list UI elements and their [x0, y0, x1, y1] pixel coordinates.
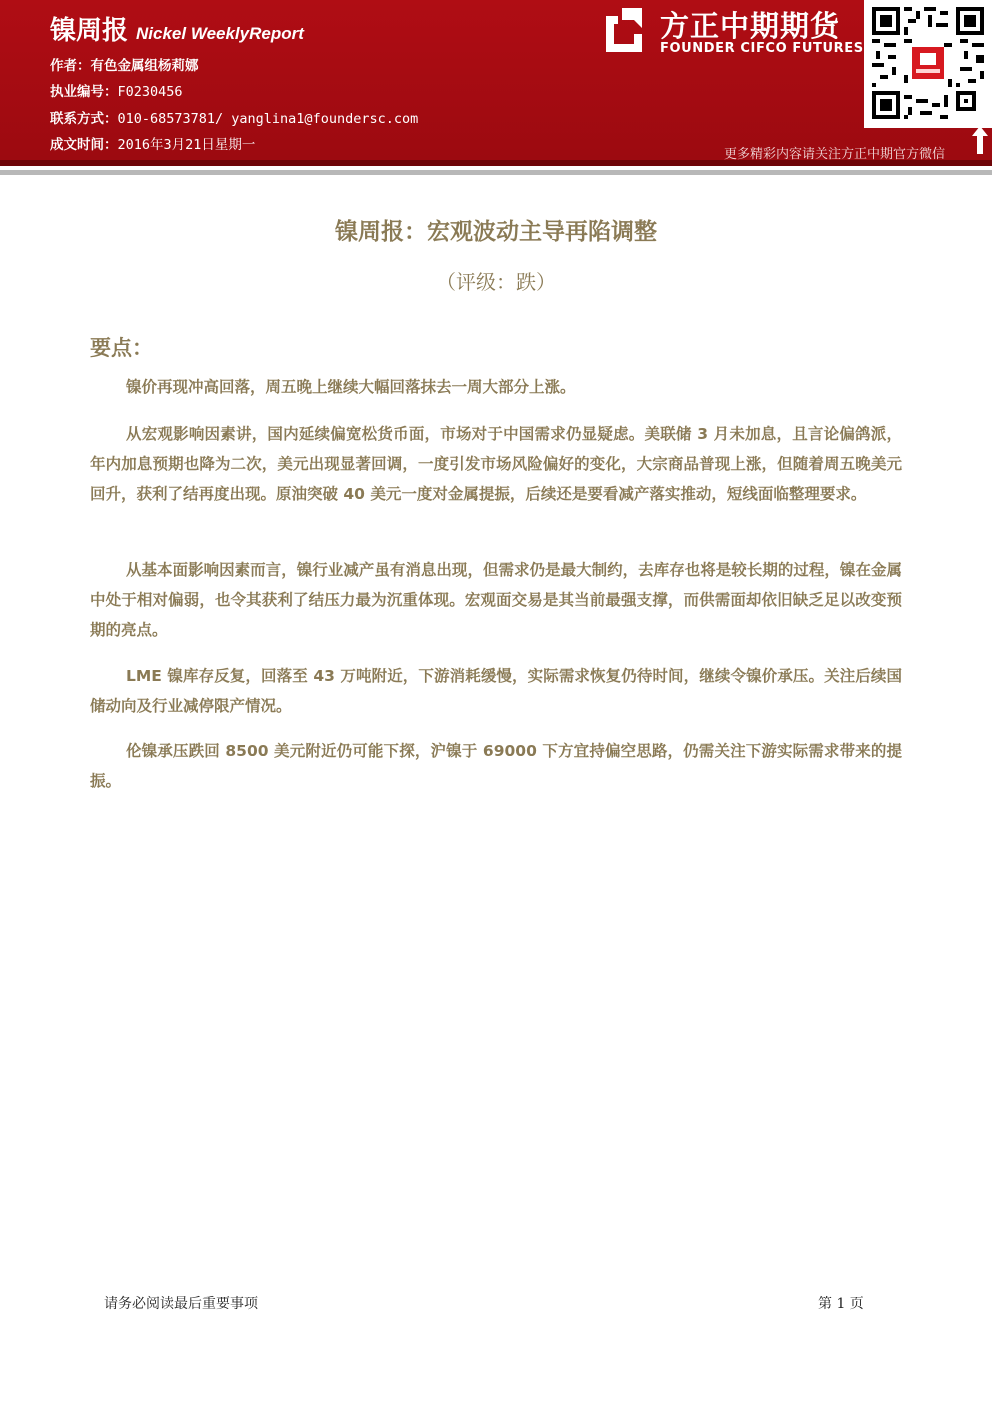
page-number: 第 1 页 — [818, 1296, 864, 1312]
footer-notice: 请务必阅读最后重要事项 — [104, 1296, 258, 1312]
founder-logo-icon — [604, 6, 644, 54]
report-title-en: Nickel WeeklyReport — [136, 24, 304, 43]
author-value: 有色金属组杨莉娜 — [90, 58, 199, 74]
date-value: 2016年3月21日星期一 — [117, 137, 256, 153]
follow-wechat-text: 更多精彩内容请关注方正中期官方微信 — [724, 147, 946, 162]
paragraph-fundamentals: 从基本面影响因素而言，镍行业减产虽有消息出现，但需求仍是最大制约，去库存也将是较长期的过程，镍在金属中处于相对偏弱，也令其获利了结压力最为沉重体现。宏观面交易是其当前最强支撑，而供需面却依旧缺乏足以改变预期的亮点。 — [90, 561, 902, 639]
report-title — [50, 10, 304, 47]
license-label: 执业编号： — [50, 84, 118, 100]
contact-line — [50, 107, 418, 127]
paragraph-inventory: LME 镍库存反复，回落至 43 万吨附近，下游消耗缓慢，实际需求恢复仍待时间，继续令镍价承压。关注后续国储动向及行业减停限产情况。 — [90, 667, 902, 715]
contact-label: 联系方式： — [50, 111, 118, 127]
company-logo-en: FOUNDER CIFCO FUTURES — [660, 41, 864, 56]
wechat-qr-code[interactable] — [864, 0, 992, 128]
document-title: 镍周报：宏观波动主导再陷调整 — [335, 218, 657, 245]
author-line — [50, 54, 199, 74]
company-logo-cn: 方正中期期货 — [660, 9, 841, 43]
contact-value: 010-68573781/ yanglina1@foundersc.com — [117, 111, 419, 127]
date-line — [50, 133, 255, 153]
header-divider-gray — [0, 170, 992, 175]
section-heading-key-points: 要点： — [90, 335, 153, 360]
paragraph-summary: 镍价再现冲高回落，周五晚上继续大幅回落抹去一周大部分上涨。 — [126, 378, 576, 396]
author-label: 作者： — [50, 58, 91, 74]
license-line — [50, 80, 183, 100]
report-title-cn: 镍周报 — [50, 15, 129, 45]
paragraph-outlook: 伦镍承压跌回 8500 美元附近仍可能下探，沪镍于 69000 下方宜持偏空思路，仍需关注下游实际需求带来的提振。 — [90, 742, 902, 790]
license-value: F0230456 — [117, 84, 183, 100]
paragraph-macro: 从宏观影响因素讲，国内延续偏宽松货币面，市场对于中国需求仍显疑虑。美联储 3 月未加息，且言论偏鸽派，年内加息预期也降为二次，美元出现显著回调，一度引发市场风险偏好的变化，大宗商品普现上涨，但随着周五晚美元回升，获利了结再度出现。原油突破 40 美元一度对金属提振，后续还是要看减产落实推动，短线面临整理要求。 — [90, 425, 902, 503]
date-label: 成文时间： — [50, 137, 118, 153]
rating-label: （评级：跌） — [436, 270, 556, 294]
arrow-up-icon — [972, 126, 988, 154]
